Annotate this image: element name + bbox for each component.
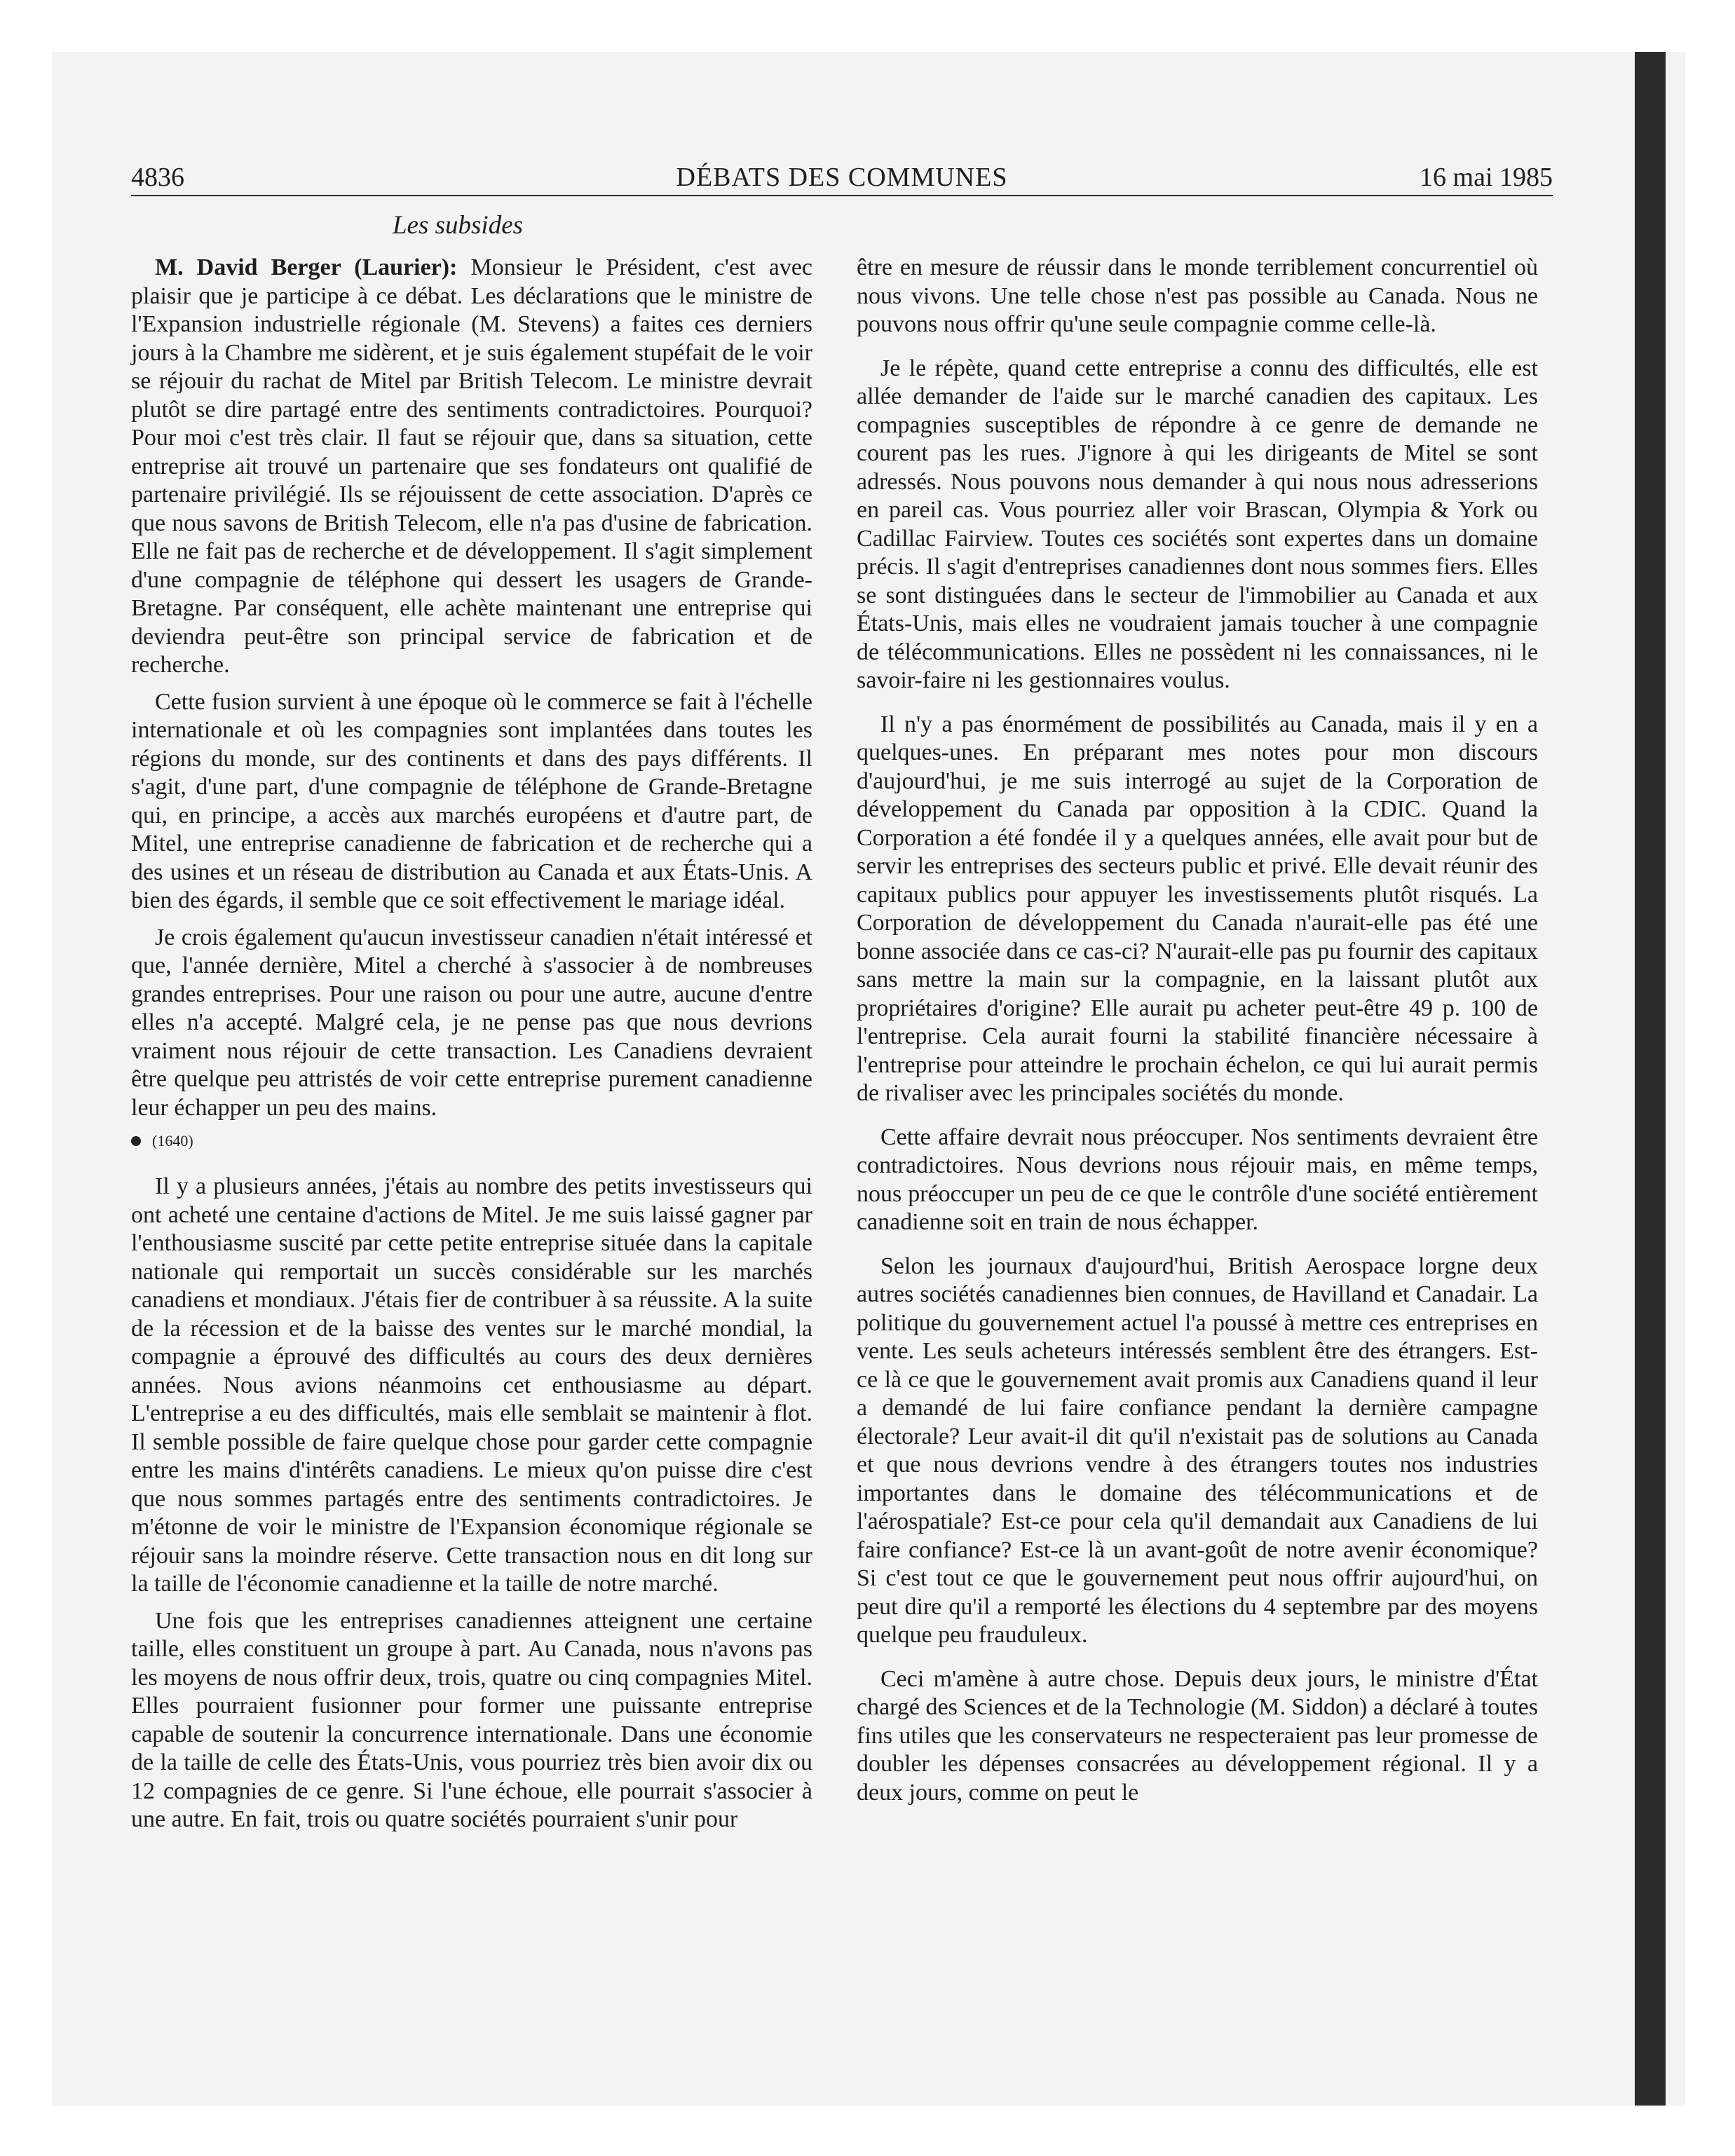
paragraph: Je le répète, quand cette entreprise a connu des difficultés, elle est allée demander de l'aide sur le marché canadien des capitaux. Les compagnies susceptibles de répondre à ce genre de demande ne courent pas les rues. J'ignore à qui les dirigeants de Mitel se sont adressés. Nous pouvons nous demander à qui nous nous adresserions en pareil cas. Vous pourriez aller voir Brascan, Olympia & York ou Cadillac Fairview. Toutes ces sociétés sont expertes dans un domaine précis. Il s'agit d'entreprises canadiennes dont nous sommes fiers. Elles se sont distinguées dans le secteur de l'immobilier au Canada et aux États-Unis, mais elles ne voudraient jamais toucher à une compagnie de télécommunications. Elles ne possèdent ni les connaissances, ni le savoir-faire ni les gestionnaires voulus. xyxy=(857,355,1538,693)
page-header xyxy=(131,160,1553,196)
paragraph: Il y a plusieurs années, j'étais au nombre des petits investisseurs qui ont acheté une centaine d'actions de Mitel. Je me suis laissé gagner par l'enthousiasme suscité par cette petite entreprise située dans la capitale nationale qui remportait un succès considérable sur les marchés canadiens et mondiaux. J'étais fier de contribuer à sa réussite. A la suite de la récession et de la baisse des ventes sur le marché mondial, la compagnie a éprouvé des difficultés au cours des deux dernières années. Nous avions néanmoins cet enthousiasme au départ. L'entreprise a eu des difficultés, mais elle semblait se maintenir à flot. Il semble possible de faire quelque chose pour garder cette compagnie entre les mains d'intérêts canadiens. Le mieux qu'on puisse dire c'est que nous sommes partagés entre des sentiments contradictoires. Je m'étonne de voir le ministre de l'Expansion économique régionale se réjouir sans la moindre réserve. Cette transaction nous en dit long sur la taille de l'économie canadienne et la taille de notre marché. xyxy=(131,1173,812,1597)
paragraph-text: Monsieur le Président, c'est avec plaisir que je participe à ce débat. Les déclarations que le ministre de l'Expansion industrielle régionale (M. Stevens) a faites ces derniers jours à la Chambre me sidèrent, et je suis également stupéfait de le voir se réjouir du rachat de Mitel par British Telecom. Le ministre devrait plutôt se dire partagé entre des sentiments contradictoires. Pourquoi? Pour moi c'est très clair. Il faut se réjouir que, dans sa situation, cette entreprise ait trouvé un partenaire que ses fondateurs ont qualifié de partenaire privilégié. Ils se réjouissent de cette association. D'après ce que nous savons de British Telecom, elle n'a pas d'usine de fabrication. Elle ne fait pas de recherche et de développement. Il s'agit simplement d'une compagnie de téléphone qui dessert les usagers de Grande-Bretagne. Par conséquent, elle achète maintenant une entreprise qui deviendra peut-être son principal service de fabrication et de recherche. xyxy=(131,254,813,678)
paragraph: Une fois que les entreprises canadiennes atteignent une certaine taille, elles constituent un groupe à part. Au Canada, nous n'avons pas les moyens de nous offrir deux, trois, quatre ou cinq compagnies Mitel. Elles pourraient fusionner pour former une puissante entreprise capable de soutenir la concurrence internationale. Dans une économie de la taille de celle des États-Unis, vous pourriez très bien avoir dix ou 12 compagnies de ce genre. Si l'une échoue, elle pourrait s'associer à une autre. En fait, trois ou quatre sociétés pourraient s'unir pour xyxy=(131,1607,812,1832)
paragraph: Selon les journaux d'aujourd'hui, British Aerospace lorgne deux autres sociétés canadiennes bien connues, de Havilland et Canadair. La politique du gouvernement actuel l'a poussé à mettre ces entreprises en vente. Les seuls acheteurs intéressés semblent être des étrangers. Est-ce là ce que le gouvernement avait promis aux Canadiens quand il leur a demandé de lui faire confiance pendant la dernière campagne électorale? Leur avait-il dit qu'il n'existait pas de solutions au Canada et que nous devrions vendre à des étrangers toutes nos industries importantes dans le domaine des télécommunications et de l'aérospatiale? Est-ce pour cela qu'il demandait aux Canadiens de lui faire confiance? Est-ce là un avant-goût de notre avenir économique? Si c'est tout ce que le gouvernement peut nous offrir aujourd'hui, on peut dire qu'il a remporté les élections du 4 septembre par des moyens quelque peu frauduleux. xyxy=(857,1253,1538,1648)
paragraph: Cette affaire devrait nous préoccuper. Nos sentiments devraient être contradictoires. Nous devrions nous réjouir mais, en même temps, nous préoccuper un peu de ce que le contrôle d'une société entièrement canadienne soit en train de nous échapper. xyxy=(857,1124,1538,1235)
bullet-icon xyxy=(131,1136,141,1146)
scan-edge-shadow xyxy=(1635,52,1666,2106)
publication-title: DÉBATS DES COMMUNES xyxy=(676,163,1008,192)
speaker-name: M. David Berger (Laurier): xyxy=(155,254,458,280)
paragraph xyxy=(131,254,812,680)
paragraph: Cette fusion survient à une époque où le commerce se fait à l'échelle internationale et où les compagnies sont implantées dans toutes les régions du monde, sur des continents et dans des pays différents. Il s'agit, d'une part, d'une compagnie de téléphone de Grande-Bretagne qui, en principe, a accès aux marchés européens et d'autre part, de Mitel, une entreprise canadienne de fabrication et de recherche qui a des usines et un réseau de distribution au Canada et aux États-Unis. A bien des égards, il semble que ce soit effectivement le mariage idéal. xyxy=(131,688,812,913)
paragraph: être en mesure de réussir dans le monde terriblement concurrentiel où nous vivons. Une telle chose n'est pas possible au Canada. Nous ne pouvons nous offrir qu'une seule compagnie comme celle-là. xyxy=(857,254,1538,337)
left-column xyxy=(131,210,812,1843)
paragraph: Ceci m'amène à autre chose. Depuis deux jours, le ministre d'État chargé des Sciences et de la Technologie (M. Siddon) a déclaré à toutes fins utiles que les conservateurs ne respecteraient pas leur promesse de doubler les dépenses consacrées au développement régional. Il y a deux jours, comme on peut le xyxy=(857,1665,1538,1806)
section-title: Les subsides xyxy=(392,211,524,240)
right-column xyxy=(857,254,1538,1815)
paragraph: Je crois également qu'aucun investisseur canadien n'était intéressé et que, l'année dernière, Mitel a cherché à s'associer à de nombreuses grandes entreprises. Pour une raison ou pour une autre, aucune d'entre elles n'a accepté. Malgré cela, je ne pense pas que nous devrions vraiment nous réjouir de cette transaction. Les Canadiens devraient être quelque peu attristés de voir cette entreprise purement canadienne leur échapper un peu des mains. xyxy=(131,924,812,1121)
page-number: 4836 xyxy=(131,163,184,192)
paragraph: Il n'y a pas énormément de possibilités au Canada, mais il y en a quelques-unes. En préparant mes notes pour mon discours d'aujourd'hui, je me suis interrogé au sujet de la Corporation de développement du Canada par opposition à la CDIC. Quand la Corporation a été fondée il y a quelques années, elle avait pour but de servir les entreprises des secteurs public et privé. Elle devait réunir des capitaux publics pour appuyer les investissements plutôt risqués. La Corporation de développement du Canada n'aurait-elle pas été une bonne associée dans ce cas-ci? N'aurait-elle pas pu fournir des capitaux sans mettre la main sur la compagnie, en la laissant plutôt aux propriétaires d'origine? Elle aurait pu acheter peut-être 49 p. 100 de l'entreprise. Cela aurait fourni la stabilité financière nécessaire à l'entreprise pour atteindre le prochain échelon, ce qui lui aurait permis de rivaliser avec les principales sociétés du monde. xyxy=(857,711,1538,1106)
time-marker xyxy=(131,1132,812,1150)
page-date: 16 mai 1985 xyxy=(1420,163,1553,192)
time-marker-text: (1640) xyxy=(152,1132,193,1149)
